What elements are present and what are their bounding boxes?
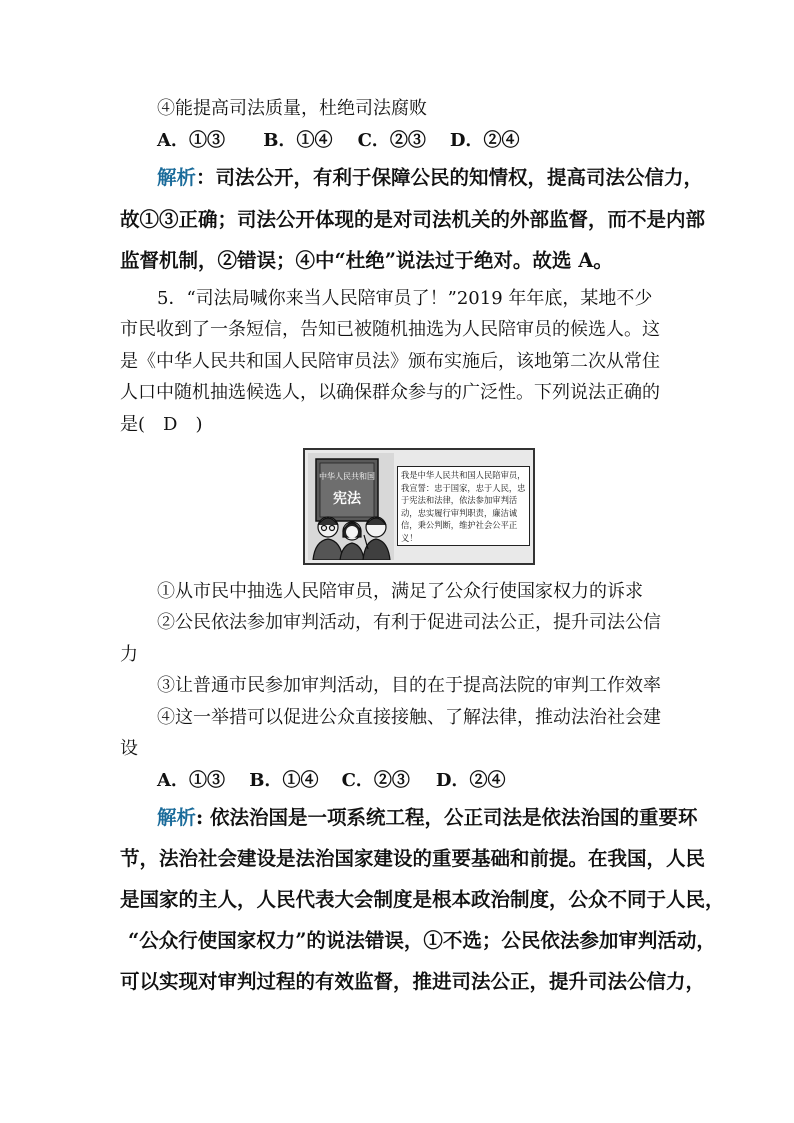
q5-stem-line-5: 是( D ) — [120, 414, 203, 435]
q4-analysis-label: 解析 — [157, 166, 197, 189]
q5-choice-b: B．①④ — [249, 770, 319, 791]
q5-option-4-cont: 设 — [120, 738, 138, 759]
oath-text-box: 我是中华人民共和国人民陪审员，我宣誓：忠于国家，忠于人民，忠于宪法和法律，依法参加审判活动，忠实履行审判职责，廉洁诚信，秉公判断，维护社会公平正义！ — [397, 466, 530, 546]
q5-analysis-line-1: 解析: 依法治国是一项系统工程，公正司法是依法治国的重要环 — [157, 806, 698, 829]
constitution-book-illustration — [308, 453, 394, 560]
q4-analysis-line-1: 解析：司法公开，有利于保障公民的知情权，提高司法公信力， — [157, 166, 704, 189]
q5-option-1: ①从市民中抽选人民陪审员，满足了公众行使国家权力的诉求 — [157, 581, 643, 602]
q5-analysis-line-2: 节，法治社会建设是法治国家建设的重要基础和前提。在我国，人民 — [120, 847, 706, 870]
q4-choice-b: B．①④ — [263, 130, 333, 151]
q4-choices — [157, 129, 519, 153]
q4-analysis-line-3: 监督机制，②错误；④中“杜绝”说法过于绝对。故选 A。 — [120, 249, 613, 272]
q5-choice-c: C．②③ — [341, 770, 410, 791]
q5-stem-line-2: 市民收到了一条短信，告知已被随机抽选为人民陪审员的候选人。这 — [120, 319, 660, 340]
book-title: 中华人民共和国 — [319, 472, 375, 481]
q5-analysis-line-4: “公众行使国家权力”的说法错误，①不选；公民依法参加审判活动， — [128, 929, 716, 952]
q5-stem-line-4: 人口中随机抽选候选人，以确保群众参与的广泛性。下列说法正确的 — [120, 382, 660, 403]
q5-choices — [157, 769, 505, 793]
q5-stem-line-3: 是《中华人民共和国人民陪审员法》颁布实施后，该地第二次从常住 — [120, 351, 660, 372]
q5-analysis-label: 解析 — [157, 806, 197, 829]
q5-choice-d: D．②④ — [435, 770, 506, 791]
q5-option-2-cont: 力 — [120, 644, 138, 665]
q4-choice-a: A．①③ — [157, 130, 225, 151]
q4-option-4: ④能提高司法质量，杜绝司法腐败 — [157, 98, 427, 119]
book-subtitle: 宪法 — [333, 491, 361, 507]
q4-choice-d: D．②④ — [449, 130, 520, 151]
q5-option-3: ③让普通市民参加审判活动，目的在于提高法院的审判工作效率 — [157, 675, 661, 696]
q4-choice-c: C．②③ — [357, 130, 426, 151]
q5-option-4: ④这一举措可以促进公众直接接触、了解法律，推动法治社会建 — [157, 707, 661, 728]
q5-analysis-line-5: 可以实现对审判过程的有效监督，推进司法公正，提升司法公信力， — [120, 970, 706, 993]
q5-choice-a: A．①③ — [157, 770, 225, 791]
q5-analysis-line-3: 是国家的主人，人民代表大会制度是根本政治制度，公众不同于人民， — [120, 888, 725, 911]
q5-illustration — [303, 448, 535, 565]
q5-option-2: ②公民依法参加审判活动，有利于促进司法公正，提升司法公信 — [157, 612, 661, 633]
q5-stem-line-1: 5．“司法局喊你来当人民陪审员了！”2019 年年底，某地不少 — [157, 288, 653, 309]
q4-analysis-line-2: 故①③正确；司法公开体现的是对司法机关的外部监督，而不是内部 — [120, 208, 706, 231]
